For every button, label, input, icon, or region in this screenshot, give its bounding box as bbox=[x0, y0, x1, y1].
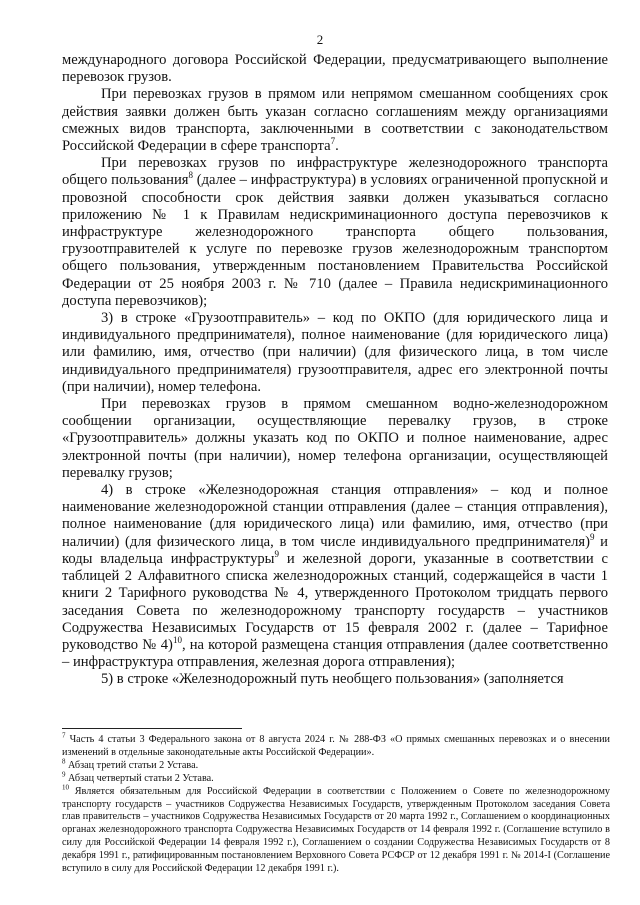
footnote-ref: 9 bbox=[274, 549, 279, 560]
footnote-number: 10 bbox=[62, 783, 69, 792]
text-run: При перевозках грузов в прямом смешанном водно-железнодорожном сообщении организации, осуществляющие перевалку грузов, в строке «Грузоотправитель» должны указать код по ОКПО и полное наименование, адрес электронной почты (при наличии), номер телефона организации, осуществляющей перевалку грузов; bbox=[62, 396, 608, 481]
text-run: и коды владельца инфраструктуры bbox=[62, 533, 608, 567]
footnote-text: Часть 4 статьи 3 Федерального закона от 8 августа 2024 г. № 288-ФЗ «О прямых смешанных перевозках и о внесении изменений в отдельные законодательные акты Российской Федерации». bbox=[62, 734, 611, 758]
text-run: . bbox=[335, 138, 339, 155]
paragraph bbox=[62, 671, 608, 688]
paragraph bbox=[62, 396, 608, 482]
text-run: и железной дороги, указанные в соответствии с таблицей 2 Алфавитного списка железнодорожных станций, содержащейся в части 1 книги 2 Тарифного руководства № 4, утвержденного Протоколом тридцать первого заседания Совета по железнодорожному транспорту государств – участников Содружества Независимых Государств от 15 февраля 2002 г. (далее – Тарифное руководство № 4) bbox=[62, 550, 608, 653]
footnote bbox=[62, 783, 610, 876]
footnote-number: 8 bbox=[62, 757, 66, 766]
footnote-text: Является обязательным для Российской Федерации в соответствии с Положением о Совете по железнодорожному транспорту государств – участников Содружества Независимых Государств, утвержденным Протоколом заседания Совета глав правительств – участников Содружества Независимых Государств от 20 марта 1992 г., Соглашением о координационных органах железнодорожного транспорта Содружества Независимых Государств от 14 февраля 1992 г. (Соглашение вступило в силу для Российской Федерации 14 февраля 1992 г.), Соглашением о создании Содружества Независимых Государств от 8 декабря 1991 г., ратифицированным постановлением Верховного Совета РСФСР от 12 декабря 1991 г. № 2014-I (Соглашение вступило в силу для Российской Федерации 12 декабря 1991 г.). bbox=[62, 785, 610, 875]
footnote-ref: 9 bbox=[589, 531, 595, 542]
text-run: При перевозках грузов по инфраструктуре железнодорожного транспорта общего пользования bbox=[62, 155, 608, 189]
footnote bbox=[62, 731, 611, 760]
footnote-divider bbox=[62, 728, 242, 729]
footnote-number: 9 bbox=[62, 770, 66, 779]
paragraph bbox=[62, 310, 608, 396]
footnote bbox=[62, 770, 610, 786]
paragraph bbox=[62, 482, 608, 671]
paragraph bbox=[62, 52, 608, 86]
footnote-text: Абзац третий статьи 2 Устава. bbox=[68, 759, 199, 771]
text-run: 5) в строке «Железнодорожный путь необщего пользования» (заполняется bbox=[101, 671, 564, 688]
footnote-number: 7 bbox=[62, 731, 66, 740]
footnote-ref: 8 bbox=[188, 170, 193, 181]
footnote-ref: 7 bbox=[330, 136, 336, 147]
body-text bbox=[62, 52, 608, 689]
text-run: (далее – инфраструктура) в условиях ограниченной пропускной и провозной способности срок действия заявки должен указываться согласно приложению № 1 к Правилам недискриминационного доступа перевозчиков к инфраструктуре железнодорожного транспорта общего пользования, грузоотправителей к услуге по перевозке грузов железнодорожным транспортом общего пользования, утвержденным постановлением Правительства Российской Федерации от 25 ноября 2003 г. № 710 (далее – Правила недискриминационного доступа перевозчиков); bbox=[62, 172, 608, 309]
paragraph bbox=[62, 86, 608, 155]
footnotes bbox=[62, 731, 611, 876]
paragraph bbox=[62, 155, 608, 310]
text-run: 4) в строке «Железнодорожная станция отправления» – код и полное наименование железнодорожной станции отправления (далее – станция отправления), полное наименование (для юридического лица) или фамилию, имя, отчество (при наличии) (для физического лица, в том числе индивидуального предпринимателя) bbox=[62, 482, 608, 550]
text-run: , на которой размещена станция отправления (далее соответственно – инфраструктура отправления, железная дорога отправления); bbox=[62, 636, 608, 671]
footnote-ref: 10 bbox=[172, 635, 182, 646]
footnote bbox=[62, 757, 610, 773]
text-run: При перевозках грузов в прямом или непрямом смешанном сообщениях срок действия заявки должен быть указан согласно соглашениям между организациями смежных видов транспорта, заключенными в соответствии с законодательством Российской Федерации в сфере транспорта bbox=[62, 86, 608, 155]
page-number: 2 bbox=[316, 32, 324, 47]
text-run: 3) в строке «Грузоотправитель» – код по ОКПО (для юридического лица и индивидуального предпринимателя), полное наименование (для юридического лица) или фамилию, имя, отчество (при наличии) (для физического лица, в том числе индивидуального предпринимателя) грузоотправителя, адрес его электронной почты (при наличии), номер телефона. bbox=[62, 310, 608, 395]
text-run: международного договора Российской Федерации, предусматривающего выполнение перевозок грузов. bbox=[62, 52, 608, 86]
footnote-text: Абзац четвертый статьи 2 Устава. bbox=[68, 772, 214, 784]
